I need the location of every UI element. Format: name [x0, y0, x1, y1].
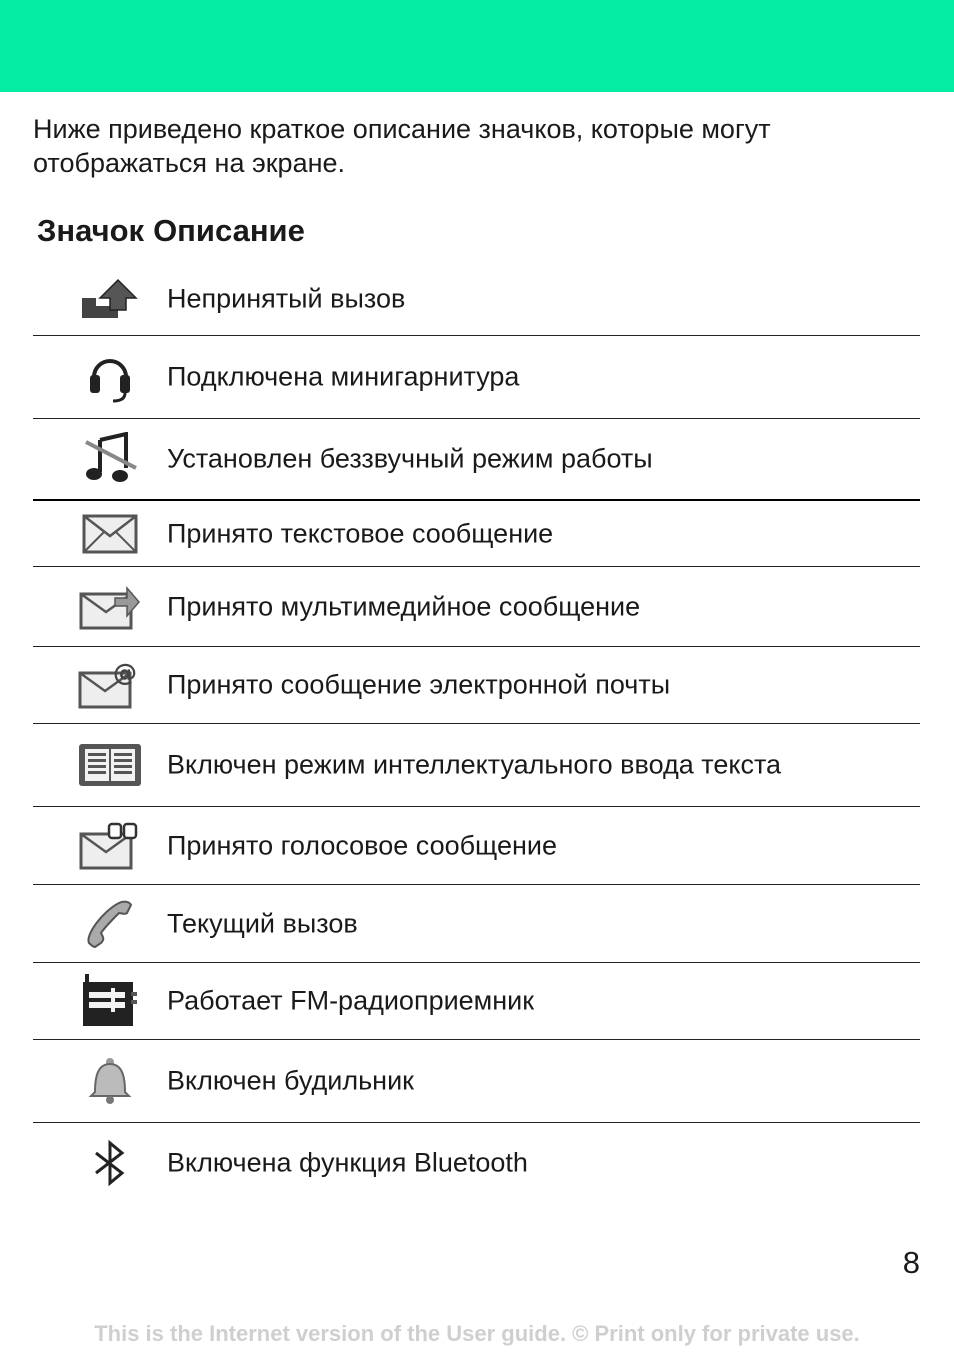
header-color-bar: [0, 0, 954, 92]
row-description: Включен режим интеллектуального ввода текста: [167, 749, 782, 780]
alarm-icon: [77, 1051, 143, 1111]
row-description: Принято текстовое сообщение: [167, 518, 554, 548]
table-row: [33, 724, 920, 807]
table-row: [33, 807, 920, 885]
ongoing-call-icon: [77, 894, 143, 954]
multimedia-message-icon: [77, 577, 143, 637]
row-description: Подключена минигарнитура: [167, 361, 520, 392]
svg-text:@: @: [113, 661, 137, 687]
column-header-icon: Значок: [37, 213, 145, 248]
row-description: Принято мультимедийное сообщение: [167, 591, 641, 621]
intro-paragraph: Ниже приведено краткое описание значков, которые могут отображаться на экране.: [33, 114, 771, 178]
headset-icon: [77, 347, 143, 407]
table-row: [33, 647, 920, 724]
footer-note: This is the Internet version of the User guide. © Print only for private use.: [94, 1321, 860, 1346]
page-number: 8: [902, 1245, 920, 1280]
table-row: [33, 262, 920, 336]
row-description: Включен будильник: [167, 1065, 414, 1096]
text-message-icon: [77, 504, 143, 564]
row-description: Включена функция Bluetooth: [167, 1147, 528, 1178]
row-description: Непринятый вызов: [167, 283, 406, 313]
icon-table: [33, 262, 920, 1203]
email-message-icon: [77, 655, 143, 715]
table-row: [33, 501, 920, 567]
bluetooth-icon: [77, 1133, 143, 1193]
table-row: [33, 885, 920, 963]
table-row: [33, 1123, 920, 1203]
row-description: Установлен беззвучный режим работы: [167, 443, 653, 474]
table-row: [33, 1040, 920, 1123]
table-row: [33, 336, 920, 419]
fm-radio-icon: [77, 971, 143, 1031]
table-header: [37, 213, 305, 249]
row-description: Работает FM-радиоприемник: [167, 985, 535, 1016]
table-row: [33, 963, 920, 1040]
row-description: Принято сообщение электронной почты: [167, 669, 671, 700]
missed-call-icon: [77, 269, 143, 329]
table-row: [33, 419, 920, 501]
silent-mode-icon: [77, 429, 143, 489]
table-row: [33, 567, 920, 647]
voice-message-icon: [77, 816, 143, 876]
predictive-text-icon: [77, 735, 143, 795]
row-description: Принято голосовое сообщение: [167, 830, 557, 860]
row-description: Текущий вызов: [167, 908, 358, 938]
column-header-description: Описание: [153, 213, 305, 248]
